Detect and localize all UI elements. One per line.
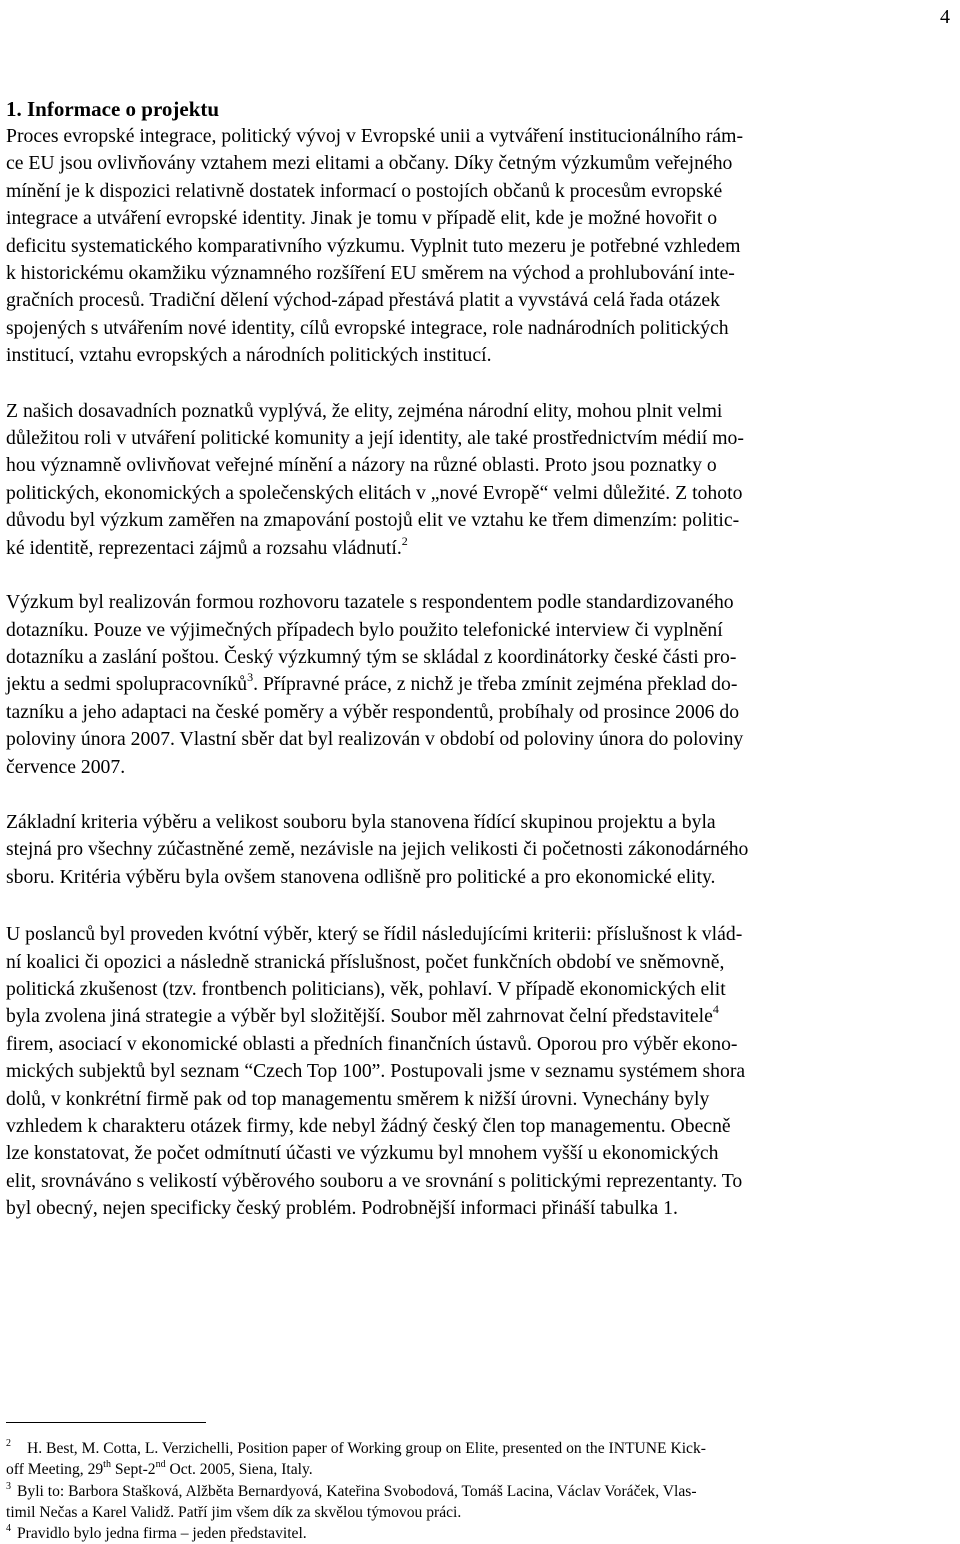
text-line: ké identitě, reprezentaci zájmů a rozsahu vládnutí.	[6, 536, 402, 559]
paragraph-methodology	[6, 589, 956, 781]
text-line: mických subjektů byl seznam “Czech Top 100”. Postupovali jsme v seznamu systémem shora	[6, 1060, 746, 1083]
text-line: integrace a utváření evropské identity. Jinak je tomu v případě elit, kde je možné hovořit o	[6, 207, 718, 230]
paragraph-selection-criteria	[6, 809, 956, 891]
footnote-ref-3: 3	[247, 670, 254, 685]
text-line: ní koalici či opozici a následně stranická příslušnost, počet funkčních období ve sněmovně,	[6, 950, 725, 973]
text-line: dolů, v konkrétní firmě pak od top managementu směrem k nižší úrovni. Vynechány byly	[6, 1087, 710, 1110]
text-line: U poslanců byl proveden kvótní výběr, který se řídil následujícími kriterii: příslušnost k vlád-	[6, 923, 743, 946]
text-line: mínění je k dispozici relativně dostatek informací o postojích občanů k procesům evropské	[6, 179, 723, 202]
text-line: politická zkušenost (tzv. frontbench politicians), věk, pohlaví. V případě ekonomických elit	[6, 977, 726, 1000]
footnote-ref-2: 2	[401, 533, 408, 548]
footnote-text: Oct. 2005, Siena, Italy.	[165, 1461, 313, 1479]
footnote-number: 4	[6, 1523, 11, 1535]
text-line: institucí, vztahu evropských a národních politických institucí.	[6, 344, 492, 367]
text-line: Proces evropské integrace, politický vývoj v Evropské unii a vytváření institucionálního rám-	[6, 125, 744, 147]
footnote-text: timil Nečas a Karel Validž. Patří jim všem dík za skvělou týmovou práci.	[6, 1503, 462, 1521]
footnote-number: 2	[6, 1438, 11, 1449]
text-line: stejná pro všechny zúčastněné země, nezávisle na jejich velikosti či početnosti zákonodárného	[6, 838, 749, 861]
text-line: politických, ekonomických a společenských elitách v „nové Evropě“ velmi důležité. Z tohoto	[6, 481, 743, 504]
text-line: k historickému okamžiku významného rozšíření EU směrem na východ a prohlubování inte-	[6, 262, 735, 285]
footnote-text: H. Best, M. Cotta, L. Verzichelli, Position paper of Working group on Elite, presented on the INTUNE Kick-	[27, 1440, 706, 1457]
footnote-number: 3	[6, 1480, 11, 1492]
text-line: . Přípravné práce, z nichž je třeba zmínit zejména překlad do-	[253, 673, 738, 696]
text-line: dotazníku a zaslání poštou. Český výzkumný tým se skládal z koordinátorky české části pro-	[6, 645, 737, 668]
text-line: firem, asociací v ekonomické oblasti a předních finančních ústavů. Oporou pro výběr ekono-	[6, 1032, 738, 1055]
text-line: byl obecný, nejen specificky český problém. Podrobnější informaci přináší tabulka 1.	[6, 1197, 678, 1220]
text-line: ce EU jsou ovlivňovány vztahem mezi elitami a občany. Díky četným výzkumům veřejného	[6, 152, 733, 175]
text-line: jektu a sedmi spolupracovníků	[6, 673, 248, 696]
footnote-text: Sept-2	[110, 1461, 156, 1479]
text-line: důležitou roli v utváření politické komunity a její identity, ale také prostřednictvím médií mo-	[6, 427, 744, 450]
text-line: dotazníku. Pouze ve výjimečných případech bylo použito telefonické interview či vyplnění	[6, 618, 723, 641]
document-body	[6, 96, 956, 1223]
section-heading: 1. Informace o projektu	[6, 97, 220, 121]
footnote-text: Pravidlo bylo jedna firma – jeden představitel.	[17, 1525, 307, 1543]
ordinal-suffix: th	[103, 1459, 111, 1471]
text-line: elit, srovnáváno s velikostí výběrového souboru a ve srovnání s politickými reprezentanty. To	[6, 1169, 743, 1192]
footnote-2	[6, 1438, 956, 1481]
paragraph-project-intro	[6, 123, 956, 370]
ordinal-suffix: nd	[155, 1459, 166, 1471]
text-line: důvodu byl výzkum zaměřen na zmapování postojů elit ve vztahu ke třem dimenzím: politic-	[6, 509, 740, 532]
text-line: poloviny února 2007. Vlastní sběr dat byl realizován v období od poloviny února do poloviny	[6, 728, 744, 751]
text-line: července 2007.	[6, 755, 126, 778]
page-number: 4	[940, 6, 950, 28]
footnotes	[6, 1438, 956, 1544]
text-line: spojených s utvářením nové identity, cílů evropské integrace, role nadnárodních politických	[6, 316, 729, 339]
text-line: vzhledem k charakteru otázek firmy, kde nebyl žádný český člen top managementu. Obecně	[6, 1115, 731, 1137]
text-line: Základní kriteria výběru a velikost souboru byla stanovena řídící skupinou projektu a byla	[6, 810, 716, 833]
footnote-separator	[6, 1422, 206, 1423]
footnote-ref-4: 4	[712, 1002, 719, 1017]
footnote-text: off Meeting, 29	[6, 1461, 104, 1479]
paragraph-elites-role	[6, 398, 956, 562]
footnote-text: Byli to: Barbora Stašková, Alžběta Bernardyová, Kateřina Svobodová, Tomáš Lacina, Václav Voráček, Vlas-	[17, 1482, 697, 1500]
text-line: gračních procesů. Tradiční dělení východ-západ přestává platit a vyvstává celá řada otázek	[6, 289, 720, 312]
text-line: Výzkum byl realizován formou rozhovoru tazatele s respondentem podle standardizovaného	[6, 591, 734, 614]
text-line: Z našich dosavadních poznatků vyplývá, že elity, zejména národní elity, mohou plnit velmi	[6, 399, 723, 422]
text-line: tazníku a jeho adaptaci na české poměry a výběr respondentů, probíhaly od prosince 2006 do	[6, 700, 740, 723]
paragraph-sampling	[6, 921, 956, 1222]
text-line: deficitu systematického komparativního výzkumu. Vyplnit tuto mezeru je potřebné vzhledem	[6, 234, 741, 257]
text-line: byla zvolena jiná strategie a výběr byl složitější. Soubor měl zahrnovat čelní představitele	[6, 1005, 713, 1028]
text-line: lze konstatovat, že počet odmítnutí účasti ve výzkumu byl mnohem vyšší u ekonomických	[6, 1142, 719, 1165]
text-line: hou významně ovlivňovat veřejné mínění a názory na různé oblasti. Proto jsou poznatky o	[6, 454, 717, 477]
text-line: sboru. Kritéria výběru byla ovšem stanovena odlišně pro politické a pro ekonomické elity.	[6, 865, 716, 888]
footnote-3	[6, 1481, 956, 1524]
